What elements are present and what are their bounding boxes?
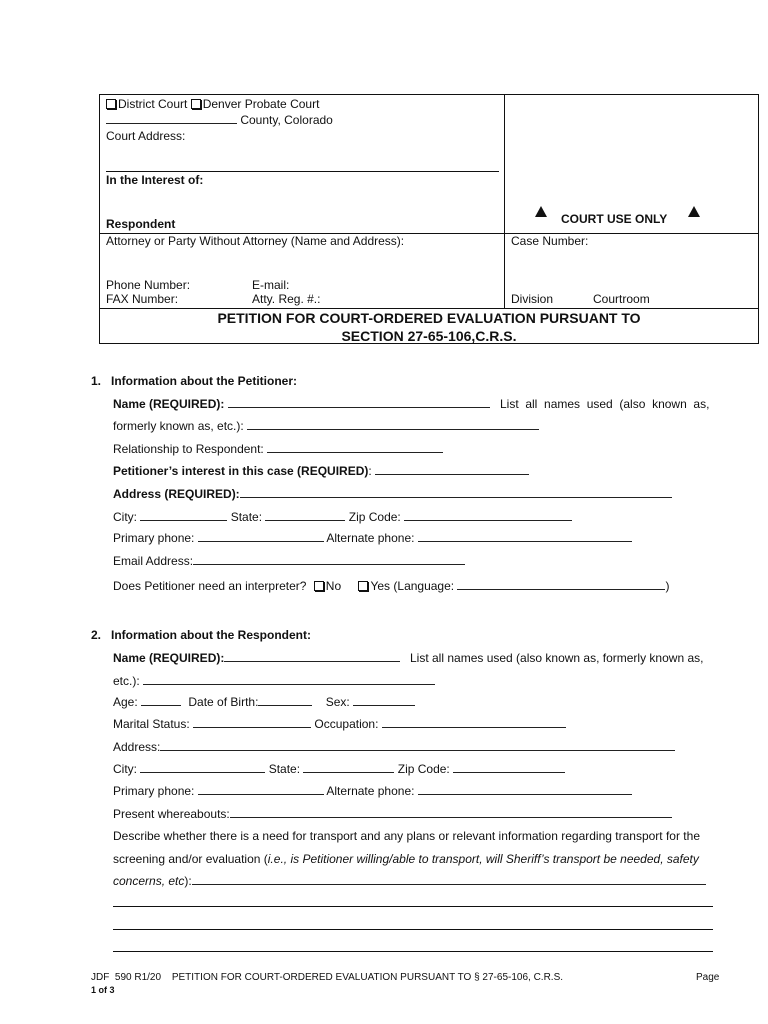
respondent-city-label: City:: [113, 762, 137, 776]
respondent-zip-label: Zip Code:: [397, 762, 450, 776]
email-label: E-mail:: [252, 278, 290, 292]
interest-row: Petitioner’s interest in this case (REQUIRED):: [113, 464, 529, 478]
interpreter-no-checkbox[interactable]: [314, 581, 324, 591]
transport-text: Describe whether there is a need for transport and any plans or relevant information regarding transport for the: [113, 829, 700, 843]
transport-b-italic: i.e., is Petitioner willing/able to transport, will Sheriff’s transport be needed, safety: [267, 852, 699, 866]
transport-field-4[interactable]: [113, 951, 713, 952]
footer-form-id: JDF 590 R1/20: [91, 972, 162, 983]
petitioner-names-used-b: formerly known as, etc.):: [113, 419, 244, 433]
court-use-left-arrow-icon: [535, 206, 547, 220]
footer-form-title: PETITION FOR COURT-ORDERED EVALUATION PURSUANT TO § 27-65-106, C.R.S.: [171, 972, 564, 983]
form-title-line2: SECTION 27-65-106,C.R.S.: [341, 328, 517, 344]
respondent-phone-row: [113, 784, 632, 798]
petitioner-names-used-a: List all names used (also known as,: [500, 397, 710, 411]
petitioner-address-field[interactable]: [240, 487, 672, 498]
interpreter-row: [113, 579, 669, 593]
district-court-checkbox[interactable]: [106, 99, 116, 109]
petitioner-aka-row: [113, 419, 539, 433]
dob-field[interactable]: [258, 695, 312, 706]
denver-probate-label: Denver Probate Court: [202, 97, 320, 111]
interpreter-no-label: No: [325, 579, 342, 593]
denver-probate-checkbox[interactable]: [191, 99, 201, 109]
relationship-label: Relationship to Respondent:: [113, 442, 264, 456]
respondent-alternate-phone-label: Alternate phone:: [326, 784, 415, 798]
respondent-label: Respondent: [106, 217, 176, 231]
footer-row: [91, 972, 563, 983]
whereabouts-row: [113, 807, 672, 821]
transport-field-1[interactable]: [192, 874, 706, 885]
county-field[interactable]: [106, 113, 237, 124]
respondent-address-field[interactable]: [160, 740, 675, 751]
petitioner-email-label: Email Address:: [113, 554, 194, 568]
petitioner-state-label: State:: [230, 510, 263, 524]
marital-label: Marital Status:: [113, 717, 190, 731]
respondent-primary-phone-field[interactable]: [198, 784, 324, 795]
petitioner-alternate-phone-field[interactable]: [418, 531, 632, 542]
respondent-marital-row: [113, 717, 566, 731]
attorney-label: Attorney or Party Without Attorney (Name and Address):: [106, 234, 405, 248]
section1-heading: 1. Information about the Petitioner:: [91, 374, 298, 388]
respondent-name-field[interactable]: [224, 651, 400, 662]
footer-page-label: Page: [696, 972, 720, 983]
respondent-aka-field[interactable]: [143, 674, 435, 685]
petitioner-email-field[interactable]: [193, 554, 465, 565]
petitioner-primary-phone-field[interactable]: [198, 531, 324, 542]
respondent-city-field[interactable]: [140, 762, 265, 773]
interpreter-language-field[interactable]: [457, 579, 665, 590]
marital-field[interactable]: [193, 717, 311, 728]
transport-field-3[interactable]: [113, 929, 713, 930]
respondent-address-label: Address:: [113, 740, 161, 754]
footer-page-of: 1 of 3: [91, 985, 115, 995]
interpreter-close-paren: ): [665, 579, 670, 593]
sex-field[interactable]: [353, 695, 415, 706]
whereabouts-field[interactable]: [230, 807, 672, 818]
county-suffix: County, Colorado: [240, 113, 333, 127]
respondent-address-row: [113, 740, 675, 754]
respondent-zip-field[interactable]: [453, 762, 565, 773]
respondent-name-row: [113, 651, 400, 665]
petitioner-name-label: Name (REQUIRED):: [113, 397, 225, 411]
interest-field[interactable]: [375, 464, 529, 475]
respondent-state-field[interactable]: [303, 762, 394, 773]
petitioner-alternate-phone-label: Alternate phone:: [326, 531, 415, 545]
respondent-name-label: Name (REQUIRED):: [113, 651, 225, 665]
section2-heading: 2. Information about the Respondent:: [91, 628, 311, 642]
court-use-right-arrow-icon: [688, 206, 700, 220]
respondent-state-label: State:: [268, 762, 301, 776]
respondent-city-row: [113, 762, 565, 776]
transport-b-plain: screening and/or evaluation (: [113, 852, 268, 866]
transport-row-b: [113, 852, 699, 866]
occupation-label: Occupation:: [314, 717, 379, 731]
court-use-only-label: COURT USE ONLY: [561, 212, 668, 226]
respondent-alternate-phone-field[interactable]: [418, 784, 632, 795]
petitioner-name-field[interactable]: [228, 397, 490, 408]
petitioner-city-field[interactable]: [140, 510, 227, 521]
county-line: [106, 113, 333, 127]
whereabouts-label: Present whereabouts:: [113, 807, 230, 821]
respondent-primary-phone-label: Primary phone:: [113, 784, 195, 798]
atty-reg-label: Atty. Reg. #.:: [252, 292, 321, 306]
age-field[interactable]: [141, 695, 181, 706]
dob-label: Date of Birth:: [188, 695, 259, 709]
phone-label: Phone Number:: [106, 278, 191, 292]
respondent-aka-row: [113, 674, 435, 688]
petitioner-aka-field[interactable]: [247, 419, 539, 430]
petitioner-name-row: [113, 397, 490, 411]
court-address-underline[interactable]: [106, 171, 499, 172]
interest-label: Petitioner’s interest in this case (REQUIRED): [113, 464, 369, 478]
division-label: Division: [511, 292, 554, 306]
transport-c-italic: concerns, etc: [113, 874, 185, 888]
court-selection: [106, 97, 319, 111]
court-address-label: Court Address:: [106, 129, 186, 143]
sex-label: Sex:: [325, 695, 350, 709]
fax-label: FAX Number:: [106, 292, 179, 306]
interpreter-question: Does Petitioner need an interpreter?: [113, 579, 307, 593]
petitioner-email-row: [113, 554, 465, 568]
age-label: Age:: [113, 695, 138, 709]
interpreter-yes-label: Yes (Language:: [370, 579, 455, 593]
caption-rule-2: [99, 308, 759, 309]
transport-row-c: [113, 874, 706, 888]
caption-divider-vertical: [504, 94, 505, 308]
courtroom-label: Courtroom: [593, 292, 650, 306]
petitioner-state-field[interactable]: [265, 510, 345, 521]
form-title-line1: PETITION FOR COURT-ORDERED EVALUATION PURSUANT TO: [217, 310, 641, 326]
transport-c-plain: ):: [184, 874, 192, 888]
petitioner-city-label: City:: [113, 510, 137, 524]
in-interest-label: In the Interest of:: [106, 173, 204, 187]
relationship-row: [113, 442, 443, 456]
petitioner-address-row: [113, 487, 672, 501]
case-number-label: Case Number:: [511, 234, 589, 248]
petitioner-zip-label: Zip Code:: [348, 510, 401, 524]
respondent-names-used-a: List all names used (also known as, formerly known as,: [410, 651, 704, 665]
petitioner-zip-field[interactable]: [404, 510, 572, 521]
petitioner-primary-phone-label: Primary phone:: [113, 531, 195, 545]
district-court-label: District Court: [118, 97, 188, 111]
occupation-field[interactable]: [382, 717, 566, 728]
transport-field-2[interactable]: [113, 906, 713, 907]
respondent-age-row: [113, 695, 415, 709]
petitioner-address-label: Address (REQUIRED):: [113, 487, 240, 501]
relationship-field[interactable]: [267, 442, 443, 453]
petitioner-city-row: [113, 510, 572, 524]
interpreter-yes-checkbox[interactable]: [358, 581, 368, 591]
petitioner-phone-row: [113, 531, 632, 545]
respondent-names-used-b: etc.):: [113, 674, 140, 688]
